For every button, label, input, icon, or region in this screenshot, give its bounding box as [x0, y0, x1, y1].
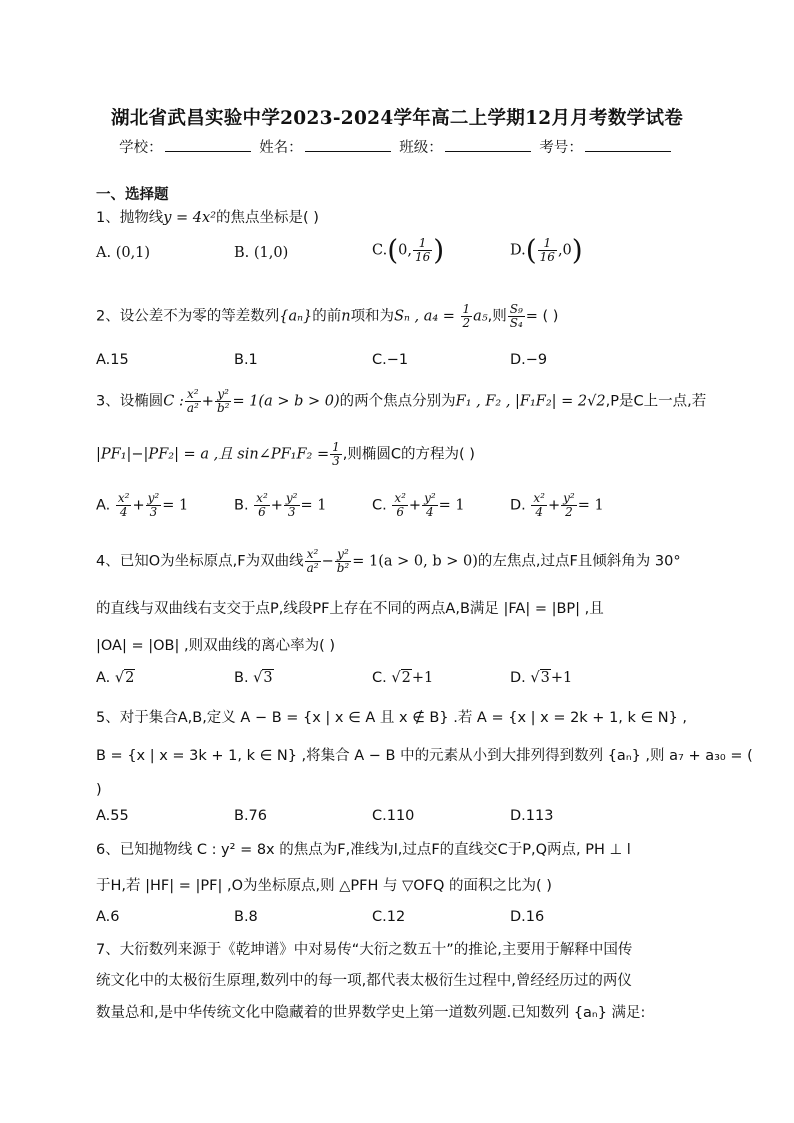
- question-6-line2: 于H,若 |HF| = |PF| ,O为坐标原点,则 △PFH 与 ▽OFQ 的面积之比为( ): [96, 878, 552, 894]
- q1-text-end: 的焦点坐标是( ): [216, 210, 319, 226]
- q2-option-c: C.−1: [372, 352, 409, 368]
- q3-options: [96, 492, 716, 522]
- question-3-line2: |PF₁|−|PF₂| = a ,且 sin∠PF₁F₂ = $\frac{1}{3}$ ,则椭圆C的方程为( ): [96, 440, 475, 468]
- q1-option-d: D.( $\frac{1}{16}$ ,0): [510, 233, 583, 267]
- question-4: 4、已知O为坐标原点,F为双曲线 $\frac{\text{x²}}{\text{a²}}$ − $\frac{\text{y²}}{\text{b²}}$ = 1(a > 0, b > 0)的左焦点,过点F且倾斜角为 30°: [96, 547, 681, 575]
- q6-option-b: B.8: [234, 909, 258, 925]
- q1-option-c: C.(0, $\frac{1}{16}$ ): [372, 233, 445, 267]
- question-1: [96, 206, 319, 227]
- q2-options: [96, 352, 716, 382]
- question-7: 7、大衍数列来源于《乾坤谱》中对易传“大衍之数五十”的推论,主要用于解释中国传: [96, 942, 633, 958]
- q1-options: [96, 233, 716, 275]
- question-5: 5、对于集合A,B,定义 A − B = {x | x ∈ A 且 x ∉ B} .若 A = {x | x = 2k + 1, k ∈ N} ,: [96, 710, 688, 726]
- q2-option-d: D.−9: [510, 352, 548, 368]
- q1-text: 1、抛物线: [96, 210, 164, 226]
- name-blank[interactable]: [305, 137, 391, 152]
- q2-option-a: A.15: [96, 352, 129, 368]
- question-5-line2: B = {x | x = 3k + 1, k ∈ N} ,将集合 A − B 中的元素从小到大排列得到数列 {aₙ} ,则 a₇ + a₃₀ = (: [96, 748, 753, 764]
- question-7-line2: 统文化中的太极衍生原理,数列中的每一项,都代表太极衍生过程中,曾经经历过的两仪: [96, 973, 632, 989]
- q4-option-c: C. √2+1: [372, 670, 434, 686]
- student-info-line: [0, 136, 794, 157]
- q5-option-b: B.76: [234, 808, 268, 824]
- q1-option-a: A. (0,1): [96, 245, 151, 261]
- exam-no-label: 考号：: [539, 140, 583, 156]
- question-4-line2: 的直线与双曲线右支交于点P,线段PF上存在不同的两点A,B满足 |FA| = |BP| ,且: [96, 601, 604, 617]
- q4-options: [96, 670, 716, 700]
- q4-option-b: B. √3: [234, 670, 273, 686]
- question-7-line3: 数量总和,是中华传统文化中隐藏着的世界数学史上第一道数列题.已知数列 {aₙ} 满足:: [96, 1005, 646, 1021]
- school-blank[interactable]: [165, 137, 251, 152]
- question-5-line3: ): [96, 782, 102, 798]
- q6-options: [96, 909, 716, 939]
- q6-option-a: A.6: [96, 909, 120, 925]
- q4-option-a: A. √2: [96, 670, 135, 686]
- q1-option-b: B. (1,0): [234, 245, 289, 261]
- q6-option-c: C.12: [372, 909, 406, 925]
- class-blank[interactable]: [445, 137, 531, 152]
- school-label: 学校：: [119, 140, 163, 156]
- q5-option-c: C.110: [372, 808, 415, 824]
- q3-option-c: C. $\frac{\text{x²}}{6}$ + $\frac{\text{y²}}{4}$ = 1: [372, 491, 465, 519]
- page-title: 湖北省武昌实验中学2023-2024学年高二上学期12月月考数学试卷: [110, 108, 684, 129]
- q2-option-b: B.1: [234, 352, 258, 368]
- question-3: 3、设椭圆C : $\frac{\text{x²}}{\text{a²}}$ + $\frac{\text{y²}}{\text{b²}}$ = 1(a > b > 0)的两个焦点分别为F₁ , F₂ , |F₁F₂| = 2√2,P是C上一点,若: [96, 387, 707, 415]
- q3-option-d: D. $\frac{\text{x²}}{4}$ + $\frac{\text{y²}}{2}$ = 1: [510, 491, 604, 519]
- class-label: 班级：: [399, 140, 443, 156]
- section-heading: 一、选择题: [96, 187, 169, 203]
- question-6: 6、已知抛物线 C : y² = 8x 的焦点为F,准线为l,过点F的直线交C于P,Q两点, PH ⊥ l: [96, 842, 631, 858]
- q6-option-d: D.16: [510, 909, 545, 925]
- question-4-line3: |OA| = |OB| ,则双曲线的离心率为( ): [96, 638, 335, 654]
- q3-option-a: A. $\frac{\text{x²}}{4}$ + $\frac{\text{y²}}{3}$ = 1: [96, 491, 189, 519]
- q1-formula: y = 4x²: [163, 210, 217, 226]
- q3-option-b: B. $\frac{\text{x²}}{6}$ + $\frac{\text{y²}}{3}$ = 1: [234, 491, 327, 519]
- q5-option-a: A.55: [96, 808, 129, 824]
- name-label: 姓名：: [259, 140, 303, 156]
- q5-options: [96, 808, 716, 838]
- exam-no-blank[interactable]: [585, 137, 671, 152]
- q5-option-d: D.113: [510, 808, 554, 824]
- q4-option-d: D. √3+1: [510, 670, 573, 686]
- question-2: 2、设公差不为零的等差数列{aₙ}的前n项和为Sₙ , a₄ = $\frac{1}{2}$ a₅,则 $\frac{\text{S₉}}{\text{S₄}}$ = ( ): [96, 302, 559, 330]
